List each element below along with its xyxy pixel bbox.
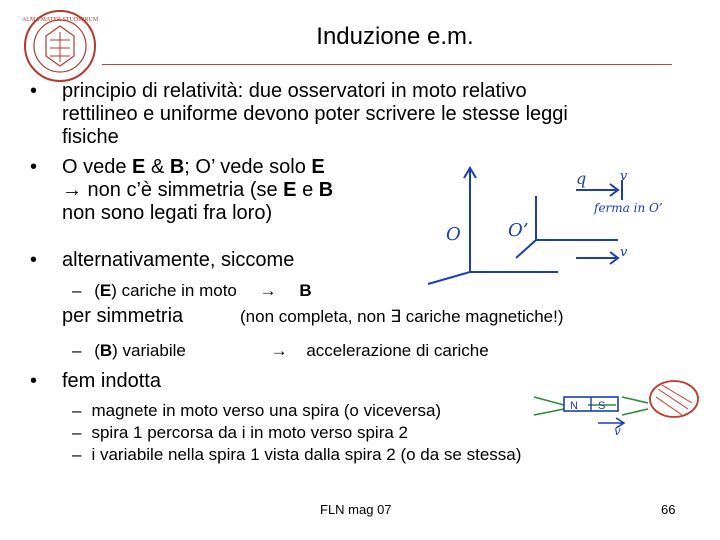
title-underline <box>102 64 672 65</box>
footer-label: FLN mag 07 <box>320 502 392 517</box>
label-S: S <box>598 400 606 412</box>
label-O-prime: O’ <box>508 220 529 241</box>
magnet-loop-sketch <box>528 375 708 437</box>
bullet-dot: • <box>30 156 38 178</box>
sub-item-moving-charges: – (E) cariche in moto → B <box>72 281 312 300</box>
bullet-observers <box>62 156 422 225</box>
arrow-glyph: → <box>259 281 277 300</box>
slide-title: Induzione e.m. <box>316 23 474 50</box>
bullet-dot: • <box>30 370 38 392</box>
reference-frames-sketch <box>408 160 688 288</box>
bullet-fem: fem indotta <box>62 370 161 392</box>
bullet-dot: • <box>30 80 38 102</box>
bullet-line: principio di relatività: due osservatori in moto relativo <box>62 80 527 102</box>
label-v: v <box>614 424 621 437</box>
label-N: N <box>570 400 578 412</box>
bullet-line: → non c’è simmetria (se E e B <box>62 179 334 201</box>
label-v-bottom: v <box>620 245 628 260</box>
bullet-relativity <box>62 80 682 149</box>
symmetry-label: per simmetria <box>62 305 184 327</box>
bullet-line: non sono legati fra loro) <box>62 202 273 224</box>
bullet-dot: • <box>30 249 38 271</box>
note-ferma: ferma in O’ <box>594 201 663 215</box>
list-item: – spira 1 percorsa da i in moto verso spira 2 <box>72 423 409 442</box>
symmetry-note: (non completa, non ∃ cariche magnetiche!) <box>240 307 564 326</box>
bullet-line: O vede E & B; O’ vede solo E <box>62 156 325 178</box>
label-O: O <box>446 224 461 245</box>
arrow-glyph: → <box>270 341 288 360</box>
bullet-line: rettilineo e uniforme devono poter scrivere le stesse leggi <box>62 103 568 125</box>
label-v-top: v <box>620 169 628 184</box>
svg-text:ALMA MATER STUDIORUM: ALMA MATER STUDIORUM <box>22 17 98 23</box>
list-item: – magnete in moto verso una spira (o viceversa) <box>72 401 442 420</box>
bullet-alternatively: alternativamente, siccome <box>62 249 295 271</box>
sub-item-variable-b: – (B) variabile → accelerazione di cariche <box>72 341 489 360</box>
bullet-line: fisiche <box>62 126 119 148</box>
list-item: – i variabile nella spira 1 vista dalla spira 2 (o da se stessa) <box>72 445 522 464</box>
page-number: 66 <box>661 502 676 517</box>
label-q: q <box>576 169 587 188</box>
